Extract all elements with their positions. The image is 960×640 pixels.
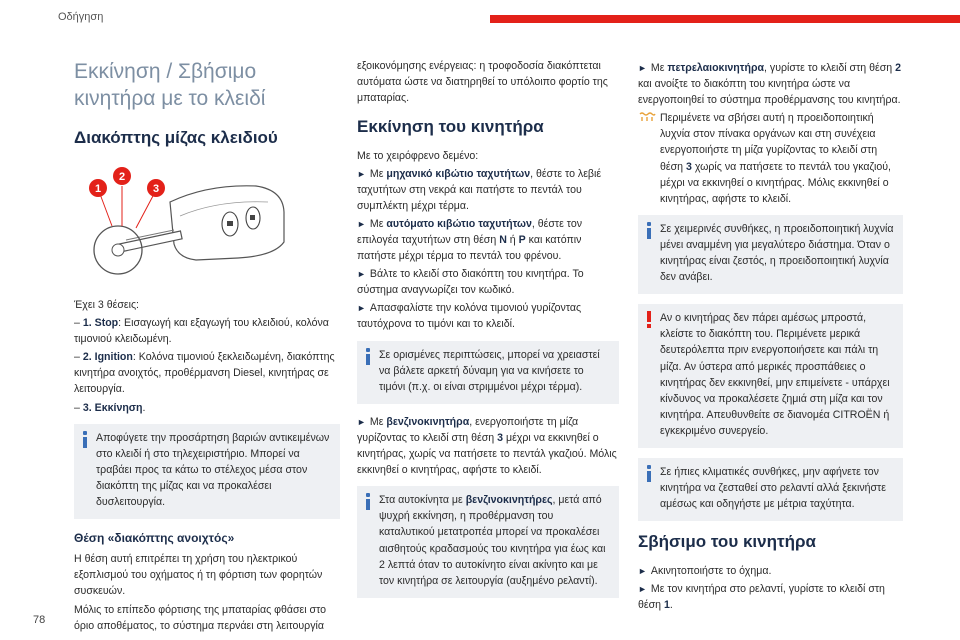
info-box: Σε ήπιες κλιματικές συνθήκες, μην αφήνετε τον κινητήρα να ζεσταθεί στο ρελαντί αλλά ξεκινήστε αμέσως και οδηγήστε με μέτρια ταχύτητα. xyxy=(638,458,903,521)
svg-text:1: 1 xyxy=(94,182,102,195)
page-number: 78 xyxy=(33,614,46,626)
step-automatic-gearbox: ► Με αυτόματο κιβώτιο ταχυτήτων, θέστε τον επιλογέα ταχυτήτων στη θέση N ή P και κατόπιν πατήστε μέχρι τέρμα το πεντάλ του φρένου. xyxy=(357,217,583,263)
info-icon xyxy=(644,465,653,483)
step-insert-key: ► Βάλτε το κλειδί στο διακόπτη του κινητήρα. Το σύστημα αναγνωρίζει τον κωδικό. xyxy=(357,268,584,297)
step-stop-vehicle: ► Ακινητοποιήστε το όχημα. xyxy=(638,564,772,577)
warning-box: Αν ο κινητήρας δεν πάρει αμέσως μπροστά, κλείστε το διακόπτη του. Περιμένετε μερικά δευτερόλεπτα πριν ενεργοποιήσετε και πάλι τη μίζα. Αν ύστερα από μερικές προσπάθειες ο κινητήρας δεν εκκινηθεί, μην επιμείνετε - υπάρχει κίνδυνος να προκαλέσετε ζημιά στη μίζα και τον κινητήρα. Απευθυνθείτε σε διανομέα CITROËN ή εγκεκριμένο συνεργείο. xyxy=(638,304,903,448)
step-turn-key: ► Με τον κινητήρα στο ρελαντί, γυρίστε το κλειδί στη θέση 1. xyxy=(638,582,885,611)
info-box: Σε ορισμένες περιπτώσεις, μπορεί να χρειαστεί να βάλετε αρκετή δύναμη για να κινήσετε το τιμόνι (π.χ. οι είναι στριμμένοι μέχρι τέρμα). xyxy=(357,341,619,404)
positions-intro: Έχει 3 θέσεις: xyxy=(74,298,140,311)
header-label: Οδήγηση xyxy=(58,11,104,23)
arrow-icon: ► xyxy=(638,583,647,594)
key-blade xyxy=(116,230,182,253)
step-petrol-engine: ► Με βενζινοκινητήρα, ενεργοποιήστε τη μίζα γυρίζοντας το κλειδί στη θέση 3 μέχρι να εκκινηθεί ο κινητήρας, χωρίς να πατήσετε το πεντάλ γκαζιού. Μόλις εκκινηθεί ο κινητήρας, αφήστε το κλειδί. xyxy=(357,415,617,477)
arrow-icon: ► xyxy=(638,565,647,576)
arrow-icon: ► xyxy=(357,416,366,427)
key-in-ignition-icon xyxy=(78,160,288,278)
key-fob xyxy=(170,186,284,260)
svg-text:2: 2 xyxy=(118,170,126,183)
warning-icon xyxy=(644,311,653,329)
arrow-icon: ► xyxy=(357,269,366,280)
step-unlock-steering: ► Απασφαλίστε την κολόνα τιμονιού γυρίζοντας ταυτόχρονα το τιμόνι και το κλειδί. xyxy=(357,302,582,331)
info-icon xyxy=(363,493,372,511)
arrow-icon: ► xyxy=(638,63,647,73)
info-icon xyxy=(80,431,89,449)
info-box: Στα αυτοκίνητα με βενζινοκινητήρες, μετά από ψυχρή εκκίνηση, η προθέρμανση του καταλυτικού μετατροπέα μπορεί να προκαλέσει αισθητούς κραδασμούς του κινητήρα για έως και 2 λεπτά όταν το αυτοκίνητο είναι ακίνητο και με τον κινητήρα σε λειτουργία (αυξημένο ρελαντί). xyxy=(357,486,619,598)
section-title: Εκκίνηση / Σβήσιμο κινητήρα με το κλειδί xyxy=(74,60,266,111)
step-manual-gearbox: ► Με μηχανικό κιβώτιο ταχυτήτων, θέστε το λεβιέ ταχυτήτων στη νεκρά και πατήστε το πεντάλ του συμπλέκτη μέχρι τέρμα. xyxy=(357,167,602,212)
position-3: – 3. Εκκίνηση. xyxy=(74,401,146,414)
position-2: – 2. Ignition: Κολόνα τιμονιού ξεκλειδωμένη, διακόπτης κινητήρα ανοιχτός, προθέρμανση Diesel, κινητήρας σε λειτουργία. xyxy=(74,351,335,396)
engine-start-heading: Εκκίνηση του κινητήρα xyxy=(357,117,544,137)
marker-3 xyxy=(147,179,165,197)
arrow-icon: ► xyxy=(357,218,366,229)
svg-text:3: 3 xyxy=(152,182,160,195)
ignition-switch-heading: Διακόπτης μίζας κλειδιού xyxy=(74,127,278,147)
preheating-instructions: Περιμένετε να σβήσει αυτή η προειδοποιητική λυχνία στον πίνακα οργάνων και στη συνέχεια ενεργοποιήστε τη μίζα γυρίζοντας το κλειδί στη θέση 3 χωρίς να πατήσετε το πεντάλ του γκαζιού, μέχρι να εκκινηθεί ο κινητήρας. Μόλις εκκινηθεί ο κινητήρας, αφήστε το κλειδί. xyxy=(638,110,903,207)
ignition-on-heading: Θέση «διακόπτης ανοιχτός» xyxy=(74,531,235,546)
header-accent-bar xyxy=(490,15,960,23)
arrow-icon: ► xyxy=(357,168,366,179)
paragraph: Η θέση αυτή επιτρέπει τη χρήση του ηλεκτρικού εξοπλισμού του οχήματος ή τη φόρτιση των φορητών συσκευών. xyxy=(74,553,323,598)
marker-2 xyxy=(113,167,131,185)
info-box: Σε χειμερινές συνθήκες, η προειδοποιητική λυχνία μένει αναμμένη για μεγαλύτερο διάστημα. Όταν ο κινητήρας είναι ζεστός, η προειδοποιητική λυχνία δεν ανάβει. xyxy=(638,215,903,294)
engine-stop-heading: Σβήσιμο του κινητήρα xyxy=(638,532,816,552)
paragraph: Με το χειρόφρενο δεμένο: xyxy=(357,149,479,162)
column-1 xyxy=(74,58,340,636)
step-diesel-engine: ► Με πετρελαιοκινητήρα, γυρίστε το κλειδί στη θέση 2 και ανοίξτε το διακόπτη του κινητήρα ώστε να ενεργοποιηθεί το σύστημα προθέρμανσης του κινητήρα. xyxy=(638,62,901,107)
info-box: Αποφύγετε την προσάρτηση βαριών αντικειμένων στο κλειδί ή στο τηλεχειριστήριο. Μπορεί να τραβάει προς τα κάτω το στέλεχος μέσα στον διακόπτη της μίζας και να προκαλέσει δυσλειτουργία. xyxy=(74,424,340,519)
arrow-icon: ► xyxy=(357,303,366,314)
paragraph: Μόλις το επίπεδο φόρτισης της μπαταρίας φθάσει στο όριο αποθέματος, το σύστημα περνάει στη λειτουργία xyxy=(74,603,327,632)
info-icon xyxy=(644,222,653,240)
column-2 xyxy=(357,58,619,608)
info-icon xyxy=(363,348,372,366)
paragraph: εξοικονόμησης ενέργειας: η τροφοδοσία διακόπτεται αυτόματα ώστε να διατηρηθεί το υπόλοιπο φορτίο της μπαταρίας. xyxy=(357,60,608,105)
preheating-glow-plug-icon xyxy=(638,112,656,122)
position-1: – 1. Stop: Εισαγωγή και εξαγωγή του κλειδιού, κολόνα τιμονιού κλειδωμένη. xyxy=(74,317,329,346)
column-3 xyxy=(638,60,903,615)
marker-1 xyxy=(89,179,107,197)
